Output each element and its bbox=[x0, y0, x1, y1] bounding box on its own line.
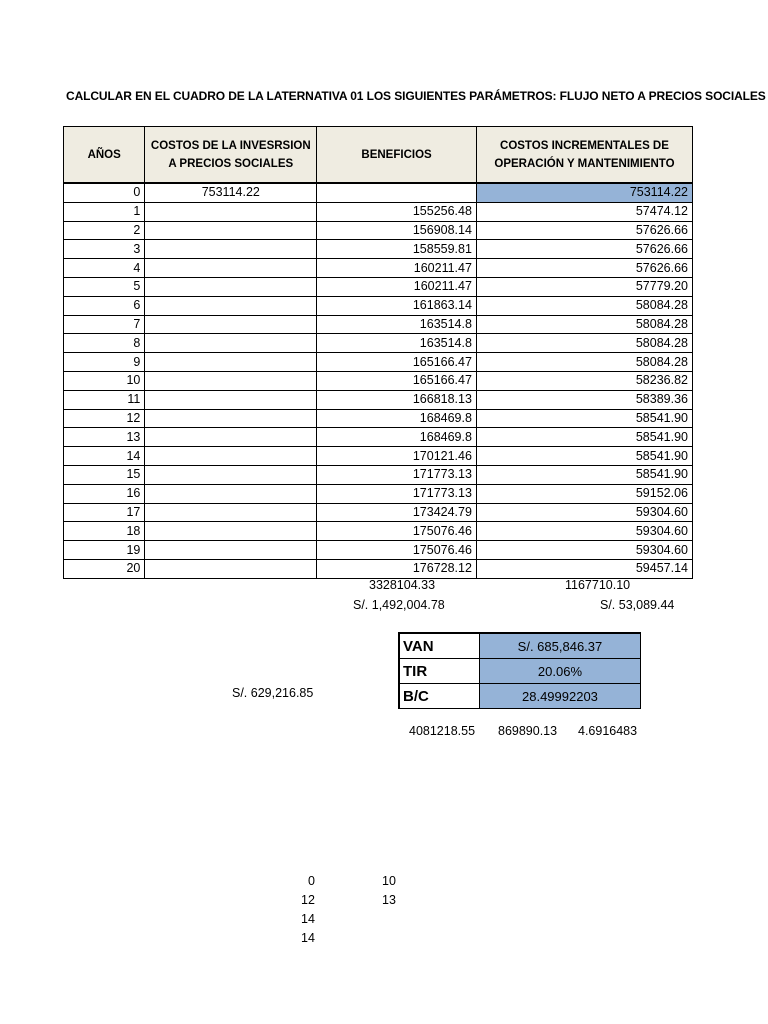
benefit-cell[interactable]: 160211.47 bbox=[317, 277, 477, 296]
year-cell[interactable]: 4 bbox=[64, 259, 145, 278]
benefit-cell[interactable]: 163514.8 bbox=[317, 334, 477, 353]
lookup-value: 14 bbox=[301, 912, 315, 926]
cost-cell[interactable]: 57626.66 bbox=[476, 259, 692, 278]
investment-cell[interactable] bbox=[145, 428, 317, 447]
table-row bbox=[64, 428, 693, 447]
benefit-cell[interactable] bbox=[317, 183, 477, 202]
investment-cell[interactable] bbox=[145, 522, 317, 541]
lookup-value: 12 bbox=[301, 893, 315, 907]
table-row bbox=[64, 259, 693, 278]
cost-cell[interactable]: 59304.60 bbox=[476, 522, 692, 541]
investment-cell[interactable] bbox=[145, 277, 317, 296]
cost-cell[interactable]: 59457.14 bbox=[476, 559, 692, 578]
investment-cell[interactable] bbox=[145, 371, 317, 390]
benefit-cell[interactable]: 166818.13 bbox=[317, 390, 477, 409]
benefit-cell[interactable]: 161863.14 bbox=[317, 296, 477, 315]
cost-cell[interactable]: 57626.66 bbox=[476, 221, 692, 240]
benefit-cell[interactable]: 156908.14 bbox=[317, 221, 477, 240]
investment-cell[interactable] bbox=[145, 221, 317, 240]
indicator-label: B/C bbox=[399, 684, 479, 709]
costos-sum: 1167710.10 bbox=[565, 578, 631, 592]
cost-cell[interactable]: 58084.28 bbox=[476, 296, 692, 315]
investment-cell[interactable] bbox=[145, 353, 317, 372]
investment-cell[interactable] bbox=[145, 503, 317, 522]
investment-cell[interactable] bbox=[145, 465, 317, 484]
investment-cell[interactable] bbox=[145, 541, 317, 560]
year-cell[interactable]: 15 bbox=[64, 465, 145, 484]
benefit-cell[interactable]: 171773.13 bbox=[317, 465, 477, 484]
cost-cell[interactable]: 58541.90 bbox=[476, 465, 692, 484]
lookup-value: 14 bbox=[301, 931, 315, 945]
cost-cell[interactable]: 753114.22 bbox=[476, 183, 692, 202]
year-cell[interactable]: 11 bbox=[64, 390, 145, 409]
investment-cell[interactable] bbox=[145, 484, 317, 503]
investment-cell[interactable] bbox=[145, 334, 317, 353]
table-row bbox=[64, 541, 693, 560]
benefit-cell[interactable]: 168469.8 bbox=[317, 428, 477, 447]
year-cell[interactable]: 10 bbox=[64, 371, 145, 390]
cost-cell[interactable]: 58084.28 bbox=[476, 334, 692, 353]
extra-value-3: 4.6916483 bbox=[578, 724, 638, 738]
investment-cell[interactable] bbox=[145, 202, 317, 221]
benefit-cell[interactable]: 175076.46 bbox=[317, 522, 477, 541]
investment-cell[interactable] bbox=[145, 559, 317, 578]
beneficios-sum: 3328104.33 bbox=[369, 578, 436, 592]
investment-cell[interactable] bbox=[145, 315, 317, 334]
year-cell[interactable]: 0 bbox=[64, 183, 145, 202]
benefit-cell[interactable]: 165166.47 bbox=[317, 371, 477, 390]
table-row bbox=[64, 447, 693, 466]
table-row bbox=[64, 202, 693, 221]
year-cell[interactable]: 6 bbox=[64, 296, 145, 315]
cost-cell[interactable]: 58084.28 bbox=[476, 315, 692, 334]
benefit-cell[interactable]: 170121.46 bbox=[317, 447, 477, 466]
investment-cell[interactable] bbox=[145, 409, 317, 428]
table-row bbox=[64, 409, 693, 428]
year-cell[interactable]: 19 bbox=[64, 541, 145, 560]
indicator-value: 28.49992203 bbox=[479, 684, 640, 709]
table-row bbox=[64, 240, 693, 259]
investment-cell[interactable] bbox=[145, 296, 317, 315]
benefit-cell[interactable]: 158559.81 bbox=[317, 240, 477, 259]
indicators-table bbox=[398, 632, 641, 709]
benefit-cell[interactable]: 173424.79 bbox=[317, 503, 477, 522]
cost-cell[interactable]: 58541.90 bbox=[476, 428, 692, 447]
beneficios-present-value: S/. 1,492,004.78 bbox=[353, 598, 445, 612]
table-row bbox=[64, 296, 693, 315]
year-cell[interactable]: 5 bbox=[64, 277, 145, 296]
year-cell[interactable]: 9 bbox=[64, 353, 145, 372]
investment-cell[interactable] bbox=[145, 447, 317, 466]
year-cell[interactable]: 20 bbox=[64, 559, 145, 578]
cost-cell[interactable]: 58236.82 bbox=[476, 371, 692, 390]
table-row bbox=[64, 559, 693, 578]
inversion-present-value: S/. 629,216.85 bbox=[232, 686, 314, 700]
costos-present-value: S/. 53,089.44 bbox=[600, 598, 675, 612]
year-cell[interactable]: 7 bbox=[64, 315, 145, 334]
benefit-cell[interactable]: 175076.46 bbox=[317, 541, 477, 560]
extra-value-2: 869890.13 bbox=[498, 724, 558, 738]
year-cell[interactable]: 13 bbox=[64, 428, 145, 447]
extra-value-1: 4081218.55 bbox=[409, 724, 476, 738]
table-row bbox=[64, 353, 693, 372]
year-cell[interactable]: 12 bbox=[64, 409, 145, 428]
table-header-row bbox=[64, 127, 693, 184]
investment-cell[interactable] bbox=[145, 390, 317, 409]
table-row bbox=[64, 315, 693, 334]
cost-cell[interactable]: 58389.36 bbox=[476, 390, 692, 409]
header-costos-incrementales: COSTOS INCREMENTALES DE OPERACIÓN Y MANTENIMIENTO bbox=[476, 127, 692, 184]
cost-cell[interactable]: 58084.28 bbox=[476, 353, 692, 372]
table-row bbox=[64, 465, 693, 484]
table-row bbox=[64, 221, 693, 240]
benefit-cell[interactable]: 165166.47 bbox=[317, 353, 477, 372]
benefit-cell[interactable]: 160211.47 bbox=[317, 259, 477, 278]
cost-cell[interactable]: 57626.66 bbox=[476, 240, 692, 259]
indicator-value: S/. 685,846.37 bbox=[479, 633, 640, 659]
lookup-value: 0 bbox=[308, 874, 315, 888]
indicator-row-tir bbox=[399, 659, 641, 684]
benefit-cell[interactable]: 171773.13 bbox=[317, 484, 477, 503]
investment-cell[interactable]: 753114.22 bbox=[145, 183, 317, 202]
year-cell[interactable]: 1 bbox=[64, 202, 145, 221]
table-row bbox=[64, 334, 693, 353]
year-cell[interactable]: 17 bbox=[64, 503, 145, 522]
header-beneficios: BENEFICIOS bbox=[317, 127, 477, 184]
benefit-cell[interactable]: 168469.8 bbox=[317, 409, 477, 428]
cost-cell[interactable]: 59152.06 bbox=[476, 484, 692, 503]
lookup-value: 13 bbox=[382, 893, 396, 907]
header-costos-inversion: COSTOS DE LA INVESRSION A PRECIOS SOCIALES bbox=[145, 127, 317, 184]
cost-cell[interactable]: 58541.90 bbox=[476, 447, 692, 466]
year-cell[interactable]: 3 bbox=[64, 240, 145, 259]
header-anos: AÑOS bbox=[64, 127, 145, 184]
investment-cell[interactable] bbox=[145, 240, 317, 259]
year-cell[interactable]: 14 bbox=[64, 447, 145, 466]
table-row bbox=[64, 503, 693, 522]
benefit-cell[interactable]: 176728.12 bbox=[317, 559, 477, 578]
cash-flow-table bbox=[63, 126, 693, 579]
table-row bbox=[64, 183, 693, 202]
table-row bbox=[64, 484, 693, 503]
year-cell[interactable]: 18 bbox=[64, 522, 145, 541]
table-row bbox=[64, 371, 693, 390]
cost-cell[interactable]: 58541.90 bbox=[476, 409, 692, 428]
indicator-row-van bbox=[399, 633, 641, 659]
benefit-cell[interactable]: 155256.48 bbox=[317, 202, 477, 221]
table-row bbox=[64, 522, 693, 541]
indicator-label: VAN bbox=[399, 633, 479, 659]
cost-cell[interactable]: 59304.60 bbox=[476, 503, 692, 522]
table-row bbox=[64, 277, 693, 296]
indicator-value: 20.06% bbox=[479, 659, 640, 684]
benefit-cell[interactable]: 163514.8 bbox=[317, 315, 477, 334]
lookup-value: 10 bbox=[382, 874, 396, 888]
year-cell[interactable]: 2 bbox=[64, 221, 145, 240]
investment-cell[interactable] bbox=[145, 259, 317, 278]
year-cell[interactable]: 8 bbox=[64, 334, 145, 353]
indicator-row-bc bbox=[399, 684, 641, 709]
table-row bbox=[64, 390, 693, 409]
cost-cell[interactable]: 57474.12 bbox=[476, 202, 692, 221]
indicator-label: TIR bbox=[399, 659, 479, 684]
sheet-title: CALCULAR EN EL CUADRO DE LA LATERNATIVA 01 LOS SIGUIENTES PARÁMETROS: FLUJO NETO A PRECIOS SOCIALES bbox=[66, 89, 766, 103]
year-cell[interactable]: 16 bbox=[64, 484, 145, 503]
cost-cell[interactable]: 59304.60 bbox=[476, 541, 692, 560]
cost-cell[interactable]: 57779.20 bbox=[476, 277, 692, 296]
